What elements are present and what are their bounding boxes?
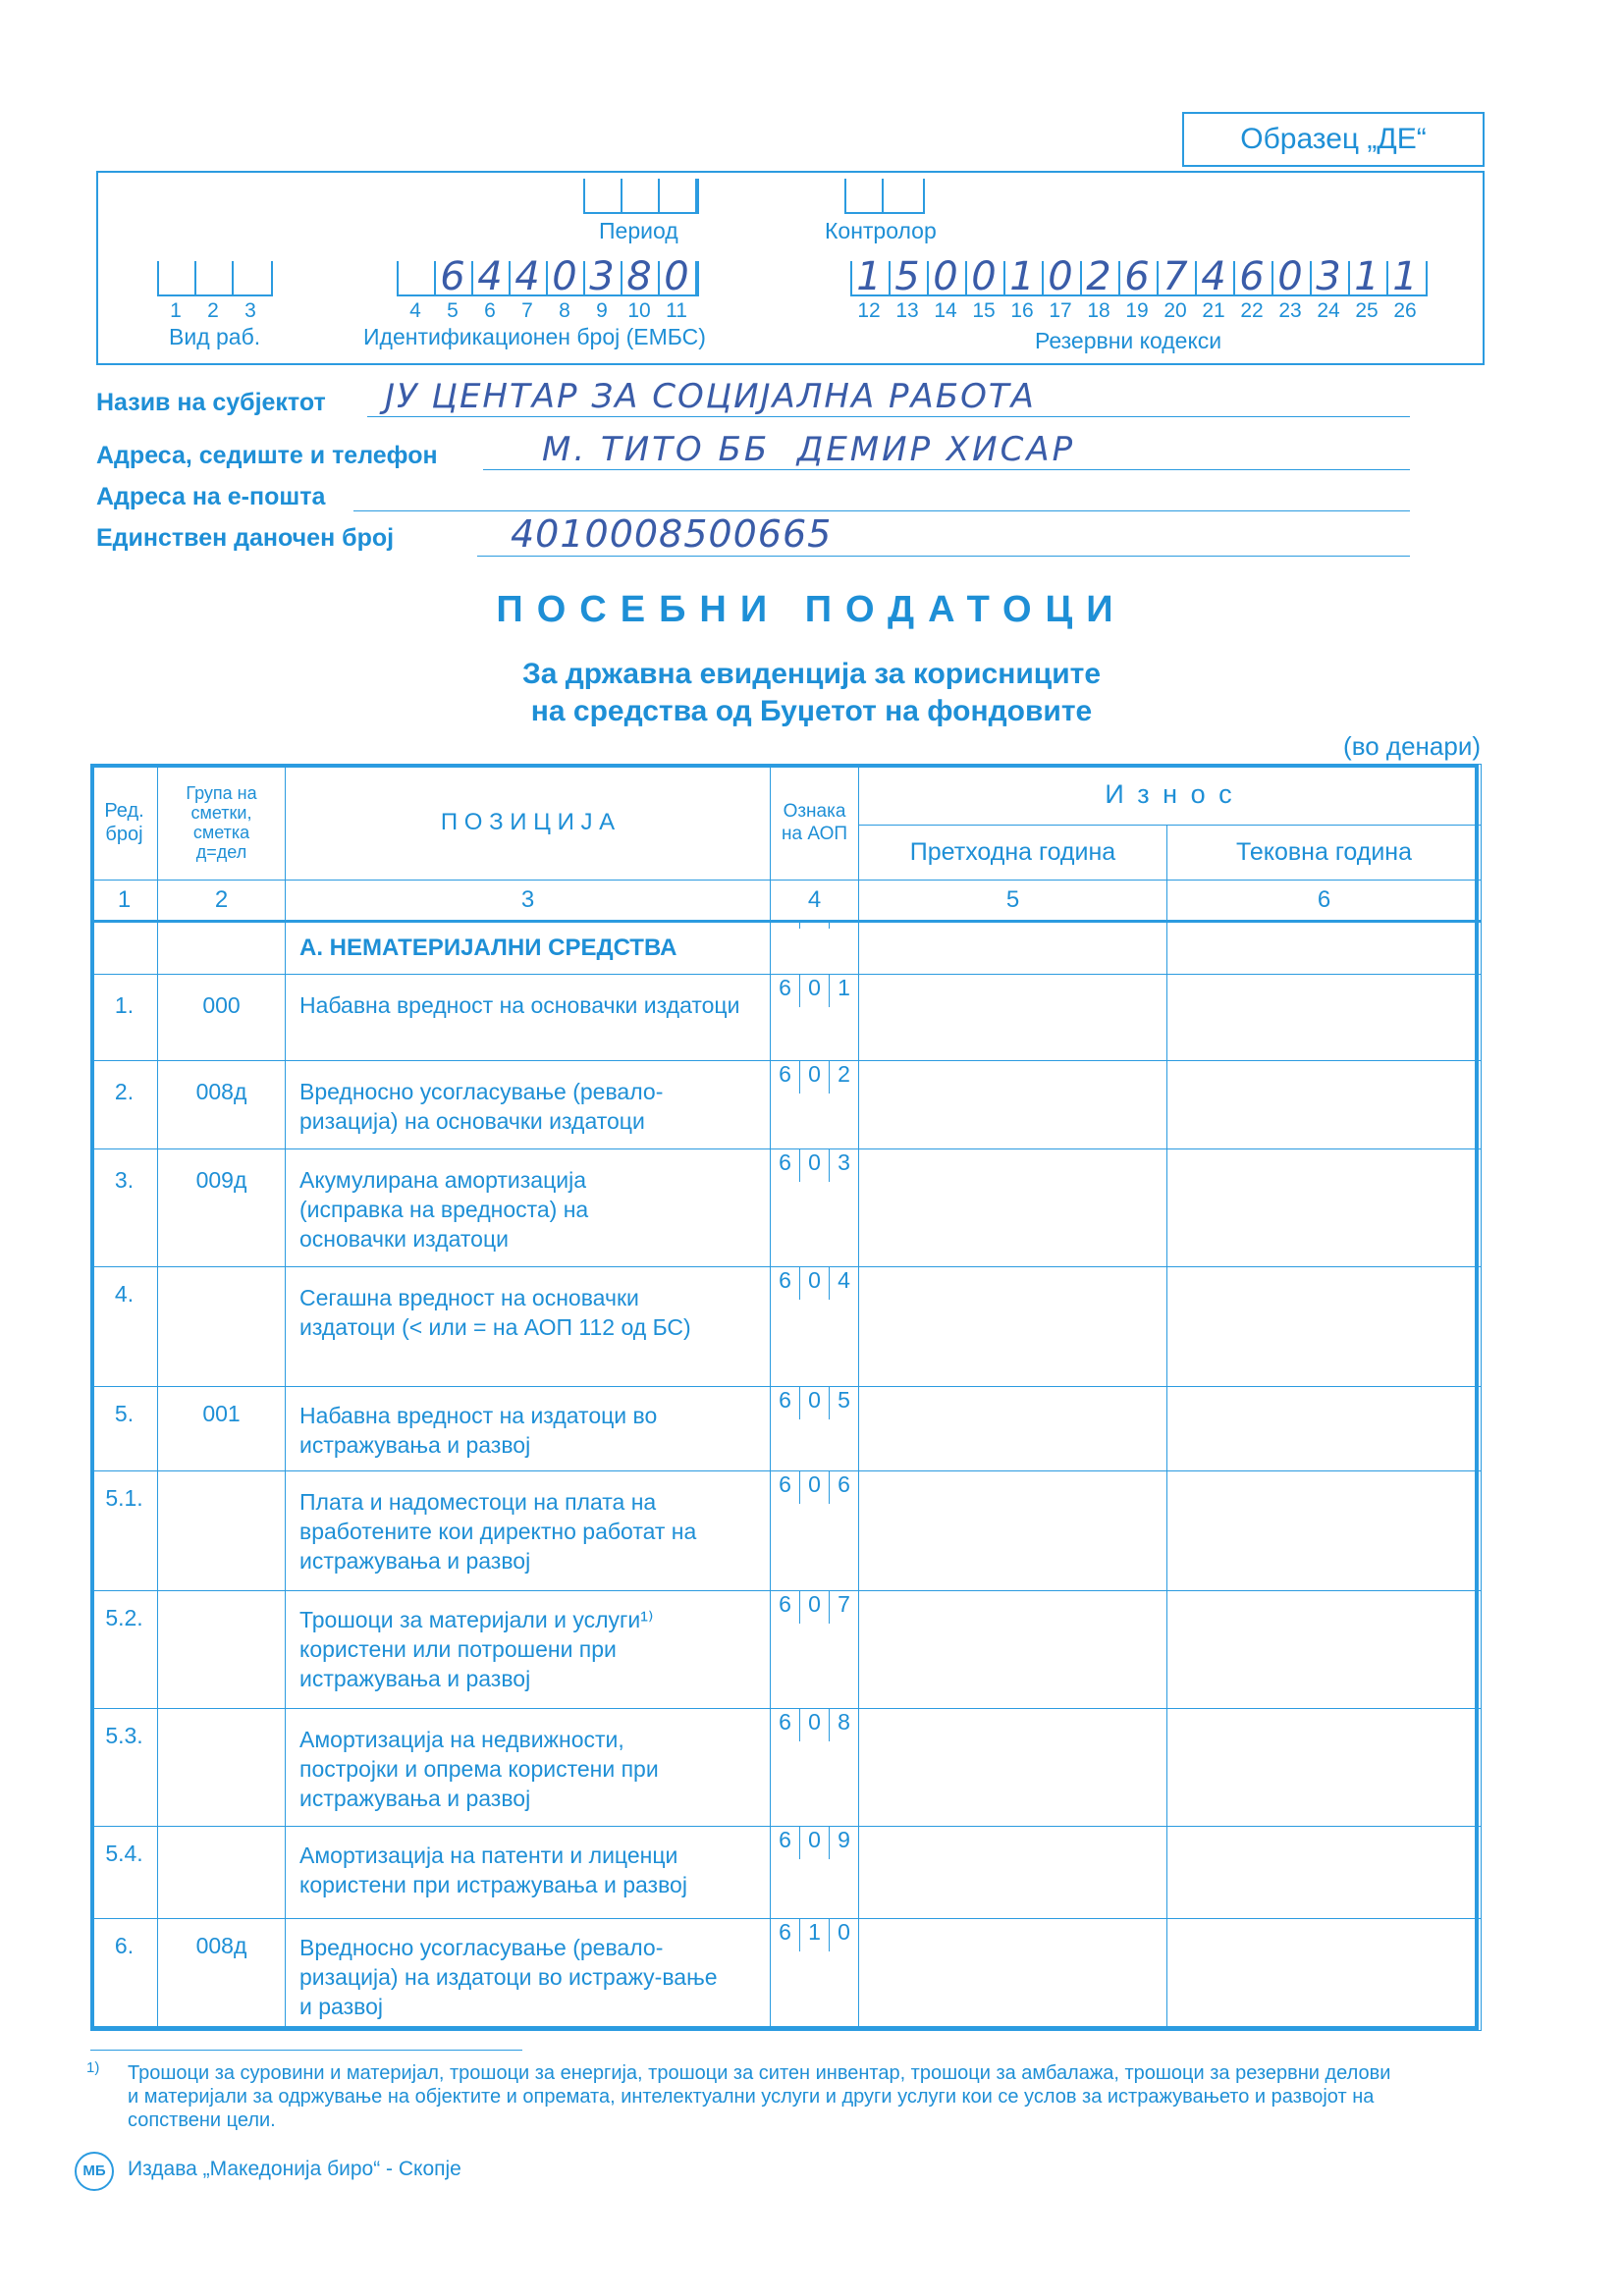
amount-curr[interactable] xyxy=(1167,1149,1482,1267)
reserve-digit: 3 xyxy=(1316,254,1341,299)
reserve-digit: 0 xyxy=(1277,254,1303,299)
row-group xyxy=(158,1591,286,1709)
table-row xyxy=(91,1709,1482,1827)
row-group xyxy=(158,1709,286,1827)
reserve-num: 18 xyxy=(1087,299,1110,322)
subject-email-label: Адреса на е-пошта xyxy=(96,483,326,510)
col-num-1: 1 xyxy=(91,881,158,922)
row-no: 5. xyxy=(91,1387,158,1471)
id-digit: 4 xyxy=(477,254,503,299)
row-aop: 6 0 9 xyxy=(771,1827,859,1919)
table-row xyxy=(91,975,1482,1061)
row-no: 6. xyxy=(91,1919,158,2031)
table-row xyxy=(91,1827,1482,1919)
amount-curr[interactable] xyxy=(1167,1919,1482,2031)
amount-curr[interactable] xyxy=(1167,1709,1482,1827)
col-header-no: Ред. број xyxy=(91,765,158,881)
id-num: 11 xyxy=(666,299,687,322)
subject-name-line xyxy=(367,416,1410,417)
reserve-digit: 6 xyxy=(1124,254,1150,299)
amount-prev[interactable] xyxy=(859,1591,1167,1709)
row-no: 5.2. xyxy=(91,1591,158,1709)
table-row xyxy=(91,1061,1482,1149)
amount-curr[interactable] xyxy=(1167,1471,1482,1591)
footnote-rule xyxy=(90,2050,522,2051)
row-aop: 6 0 1 xyxy=(771,975,859,1061)
table-row xyxy=(91,1591,1482,1709)
amount-curr[interactable] xyxy=(1167,922,1482,975)
row-aop: 6 0 2 xyxy=(771,1061,859,1149)
period-label: Период xyxy=(599,218,678,243)
row-no: 1. xyxy=(91,975,158,1061)
row-text: Вредносно усогласување (ревало-ризација) на основачки издатоци xyxy=(286,1061,771,1149)
form-code-box xyxy=(1182,112,1485,167)
reserve-num: 15 xyxy=(972,299,996,322)
row-group: 000 xyxy=(158,975,286,1061)
row-aop: 6 0 6 xyxy=(771,1471,859,1591)
reserve-digit: 1 xyxy=(856,254,882,299)
footnote-text: Трошоци за суровини и материјал, трошоци за енергија, трошоци за ситен инвентар, трошоци за амбалажа, трошоци за резервни делови и материјали за одржување на објектите и опремата, интелектуални услуги и други услуги кои се услов за истражувањето и развојот на сопствени цели. xyxy=(128,2062,1391,2131)
id-num: 5 xyxy=(447,299,459,322)
reserve-num: 24 xyxy=(1317,299,1340,322)
reserve-num: 12 xyxy=(857,299,881,322)
reserve-num: 25 xyxy=(1355,299,1379,322)
subject-address-value[interactable]: М. ТИТО ББ ДЕМИР ХИСАР xyxy=(542,430,1076,469)
subject-address-label: Адреса, седиште и телефон xyxy=(96,442,438,469)
row-text: Набавна вредност на основачки издатоци xyxy=(286,975,771,1061)
row-group: 001 xyxy=(158,1387,286,1471)
vid-rab-num-2: 2 xyxy=(207,299,219,322)
id-num: 7 xyxy=(521,299,533,322)
amount-curr[interactable] xyxy=(1167,1267,1482,1387)
col-header-group: Група на сметки, сметка д=дел xyxy=(158,765,286,881)
row-group: 008д xyxy=(158,1061,286,1149)
amount-prev[interactable] xyxy=(859,1387,1167,1471)
amount-prev[interactable] xyxy=(859,1919,1167,2031)
row-aop: 6 0 7 xyxy=(771,1591,859,1709)
table-row xyxy=(91,1471,1482,1591)
row-aop: 6 0 4 xyxy=(771,1267,859,1387)
subject-name-value[interactable]: ЈУ ЦЕНТАР ЗА СОЦИЈАЛНА РАБОТА xyxy=(385,377,1036,416)
row-group xyxy=(158,1827,286,1919)
amount-prev[interactable] xyxy=(859,975,1167,1061)
reserve-num: 20 xyxy=(1163,299,1187,322)
vid-rab-num-3: 3 xyxy=(244,299,256,322)
section-heading: А. НЕМАТЕРИЈАЛНИ СРЕДСТВА xyxy=(286,922,771,975)
amount-prev[interactable] xyxy=(859,1471,1167,1591)
table-row xyxy=(91,1267,1482,1387)
reserve-label: Резервни кодекси xyxy=(1035,328,1222,353)
reserve-digit: 2 xyxy=(1086,254,1111,299)
id-label: Идентификационен број (ЕМБС) xyxy=(363,324,706,349)
reserve-digit: 0 xyxy=(1048,254,1073,299)
amount-prev[interactable] xyxy=(859,1149,1167,1267)
reserve-num: 16 xyxy=(1010,299,1034,322)
row-aop: 6 0 8 xyxy=(771,1709,859,1827)
row-text: Амортизација на патенти и лиценци користени при истражувања и развој xyxy=(286,1827,771,1919)
reserve-num: 13 xyxy=(895,299,919,322)
data-table xyxy=(90,764,1482,2031)
row-text: Вредносно усогласување (ревало-ризација) на издатоци во истражу-вање и развој xyxy=(286,1919,771,2031)
currency-note: (во денари) xyxy=(1343,731,1481,761)
reserve-digit: 1 xyxy=(1392,254,1418,299)
page-subtitle-1: За државна евиденција за корисниците xyxy=(521,658,1102,690)
row-no: 5.1. xyxy=(91,1471,158,1591)
reserve-digit: 0 xyxy=(933,254,958,299)
amount-prev[interactable] xyxy=(859,1061,1167,1149)
page-subtitle-2: на средства од Буџетот на фондовите xyxy=(530,695,1093,727)
amount-curr[interactable] xyxy=(1167,975,1482,1061)
reserve-digit: 7 xyxy=(1163,254,1188,299)
id-num: 6 xyxy=(484,299,496,322)
col-header-aop: Ознака на АОП xyxy=(771,765,859,881)
amount-prev[interactable] xyxy=(859,1709,1167,1827)
col-header-position: П О З И Ц И Ј А xyxy=(286,765,771,881)
amount-prev[interactable] xyxy=(859,1267,1167,1387)
subject-tax-line xyxy=(477,556,1410,557)
col-header-curr: Тековна година xyxy=(1167,826,1482,881)
row-group xyxy=(158,1267,286,1387)
reserve-digit: 5 xyxy=(894,254,920,299)
col-num-5: 5 xyxy=(859,881,1167,922)
col-num-6: 6 xyxy=(1167,881,1482,922)
id-digit: 8 xyxy=(626,254,652,299)
id-num: 4 xyxy=(409,299,421,322)
col-header-prev: Претходна година xyxy=(859,826,1167,881)
row-no: 2. xyxy=(91,1061,158,1149)
row-no: 5.3. xyxy=(91,1709,158,1827)
form-code: Образец „ДЕ“ xyxy=(1240,123,1427,155)
reserve-num: 23 xyxy=(1278,299,1302,322)
reserve-num: 21 xyxy=(1202,299,1225,322)
id-digit: 0 xyxy=(664,254,689,299)
amount-curr[interactable] xyxy=(1167,1827,1482,1919)
subject-name-label: Назив на субјектот xyxy=(96,389,326,416)
row-aop: 6 0 5 xyxy=(771,1387,859,1471)
subject-address-line xyxy=(483,469,1410,470)
page-title: ПОСЕБНИ ПОДАТОЦИ xyxy=(496,589,1127,630)
row-aop: 6 0 3 xyxy=(771,1149,859,1267)
vid-rab-label: Вид раб. xyxy=(169,324,261,349)
footnote-mark: 1) xyxy=(86,2059,100,2076)
row-group xyxy=(158,1471,286,1591)
table-row xyxy=(91,1387,1482,1471)
col-num-4: 4 xyxy=(771,881,859,922)
col-num-3: 3 xyxy=(286,881,771,922)
reserve-digit: 6 xyxy=(1239,254,1265,299)
vid-rab-num-1: 1 xyxy=(170,299,182,322)
col-num-2: 2 xyxy=(158,881,286,922)
subject-tax-label: Единствен даночен број xyxy=(96,524,395,552)
subject-tax-value[interactable]: 4010008500665 xyxy=(511,512,833,556)
reserve-num: 17 xyxy=(1049,299,1072,322)
amount-curr[interactable] xyxy=(1167,1591,1482,1709)
id-digit: 4 xyxy=(514,254,540,299)
amount-prev[interactable] xyxy=(859,922,1167,975)
publisher-text: Издава „Македонија биро“ - Скопје xyxy=(128,2158,461,2180)
row-text: Трошоци за материјали и услуги¹⁾ користени или потрошени при истражувања и развој xyxy=(286,1591,771,1709)
reserve-num: 22 xyxy=(1240,299,1264,322)
publisher-logo: МБ xyxy=(75,2152,114,2191)
row-text: Набавна вредност на издатоци во истражувања и развој xyxy=(286,1387,771,1471)
id-digit: 6 xyxy=(440,254,465,299)
col-header-amount: И з н о с xyxy=(859,765,1482,826)
row-text: Плата и надоместоци на плата на вработените кои директно работат на истражувања и развој xyxy=(286,1471,771,1591)
row-group: 009д xyxy=(158,1149,286,1267)
control-label: Контролор xyxy=(825,218,937,243)
reserve-digit: 1 xyxy=(1009,254,1035,299)
row-text: Акумулирана амортизација (исправка на вредноста) на основачки издатоци xyxy=(286,1149,771,1267)
row-group: 008д xyxy=(158,1919,286,2031)
amount-prev[interactable] xyxy=(859,1827,1167,1919)
row-no: 3. xyxy=(91,1149,158,1267)
reserve-num: 14 xyxy=(934,299,957,322)
table-row xyxy=(91,1149,1482,1267)
reserve-num: 19 xyxy=(1125,299,1149,322)
row-text: Сегашна вредност на основачки издатоци (< или = на АОП 112 од БС) xyxy=(286,1267,771,1387)
id-num: 9 xyxy=(596,299,608,322)
reserve-digit: 0 xyxy=(971,254,997,299)
row-no: 4. xyxy=(91,1267,158,1387)
subject-email-line xyxy=(353,510,1410,511)
row-text: Амортизација на недвижности, постројки и опрема користени при истражувања и развој xyxy=(286,1709,771,1827)
id-num: 10 xyxy=(627,299,651,322)
reserve-digit: 1 xyxy=(1354,254,1380,299)
id-digit: 3 xyxy=(589,254,615,299)
row-no: 5.4. xyxy=(91,1827,158,1919)
table-row xyxy=(91,1919,1482,2031)
row-aop: 6 1 0 xyxy=(771,1919,859,2031)
id-num: 8 xyxy=(559,299,570,322)
reserve-num: 26 xyxy=(1393,299,1417,322)
amount-curr[interactable] xyxy=(1167,1061,1482,1149)
id-digit: 0 xyxy=(552,254,577,299)
reserve-digit: 4 xyxy=(1201,254,1226,299)
amount-curr[interactable] xyxy=(1167,1387,1482,1471)
